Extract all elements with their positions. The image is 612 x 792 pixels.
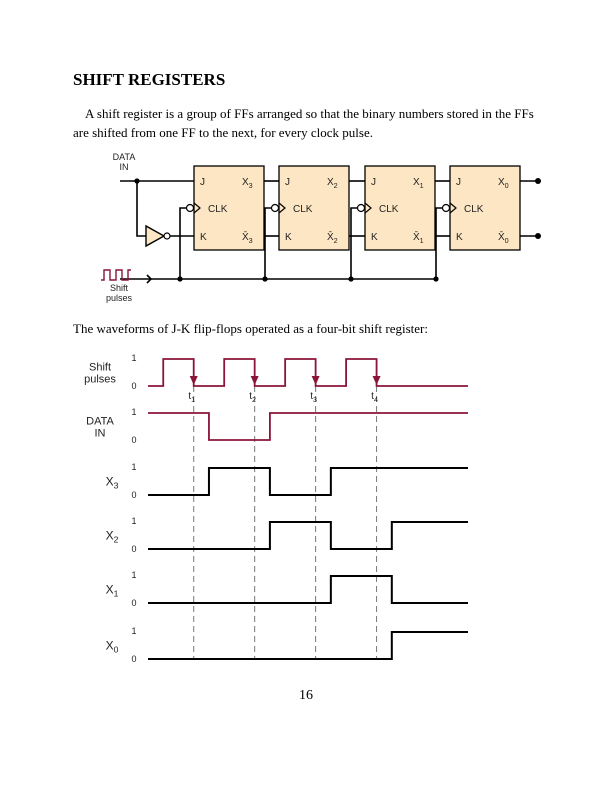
level-low-label: 0 (131, 490, 137, 500)
ff-q-label: $X_2$ (327, 177, 338, 190)
level-high-label: 1 (131, 353, 137, 363)
signal-name-label: $X_2$ (105, 528, 119, 545)
level-high-label: 1 (131, 516, 137, 526)
ff-qbar-label: $X̄_1$ (413, 232, 424, 245)
level-high-label: 1 (131, 626, 137, 636)
signal-name-label: $X_0$ (105, 638, 119, 655)
ff-clk-label: CLK (379, 204, 399, 215)
level-low-label: 0 (131, 598, 137, 608)
ff-qbar-label: $X̄_2$ (327, 232, 338, 245)
waveform-1 (148, 413, 468, 440)
signal-name-label: IN (94, 427, 106, 440)
ff-j-label: J (200, 177, 205, 188)
time-mark-label: $t_1$ (188, 391, 196, 404)
ff-j-label: J (371, 177, 376, 188)
data-in-label: DATA (112, 152, 136, 162)
waveform-3 (148, 522, 468, 549)
waveform-5 (148, 632, 468, 659)
page-number: 16 (299, 688, 313, 703)
signal-name-label: $X_3$ (105, 474, 119, 491)
level-high-label: 1 (131, 407, 137, 417)
time-mark-label: $t_2$ (249, 391, 257, 404)
level-low-label: 0 (131, 435, 137, 445)
ff-q-label: $X_1$ (413, 177, 424, 190)
ff-qbar-label: $X̄_0$ (498, 232, 509, 245)
level-low-label: 0 (131, 381, 137, 391)
section-title: SHIFT REGISTERS (73, 70, 226, 89)
ff-qbar-label: $X̄_3$ (242, 232, 253, 245)
intro-paragraph: A shift register is a group of FFs arranged so that the binary numbers stored in the FFs are shifted from one FF to the next, for every clock pulse. (73, 106, 534, 140)
falling-edge-arrow (251, 376, 259, 385)
level-low-label: 0 (131, 654, 137, 664)
level-low-label: 0 (131, 544, 137, 554)
ff-j-label: J (456, 177, 461, 188)
level-high-label: 1 (131, 570, 137, 580)
falling-edge-arrow (190, 376, 198, 385)
level-high-label: 1 (131, 462, 137, 472)
waveform-caption: The waveforms of J-K flip-flops operated as a four-bit shift register: (73, 321, 428, 336)
falling-edge-arrow (373, 376, 381, 385)
ff-clk-label: CLK (464, 204, 484, 215)
ff-k-label: K (371, 232, 378, 243)
shift-pulses-label: pulses (105, 293, 133, 303)
signal-name-label: DATA (86, 415, 114, 428)
data-in-label: IN (119, 162, 129, 172)
waveform-4 (148, 576, 468, 603)
ff-k-label: K (200, 232, 207, 243)
ff-j-label: J (285, 177, 290, 188)
time-mark-label: $t_3$ (310, 391, 318, 404)
waveform-2 (148, 468, 468, 495)
time-mark-label: $t_4$ (371, 391, 378, 404)
ff-clk-label: CLK (293, 204, 313, 215)
ff-q-label: $X_3$ (242, 177, 253, 190)
shift-pulses-label: Shift (109, 283, 129, 293)
ff-clk-label: CLK (208, 204, 228, 215)
falling-edge-arrow (312, 376, 320, 385)
signal-name-label: Shift (88, 361, 112, 374)
ff-q-label: $X_0$ (498, 177, 509, 190)
waveform-0 (148, 359, 468, 386)
signal-name-label: pulses (84, 373, 116, 386)
signal-name-label: $X_1$ (105, 582, 119, 599)
ff-k-label: K (285, 232, 292, 243)
ff-k-label: K (456, 232, 463, 243)
